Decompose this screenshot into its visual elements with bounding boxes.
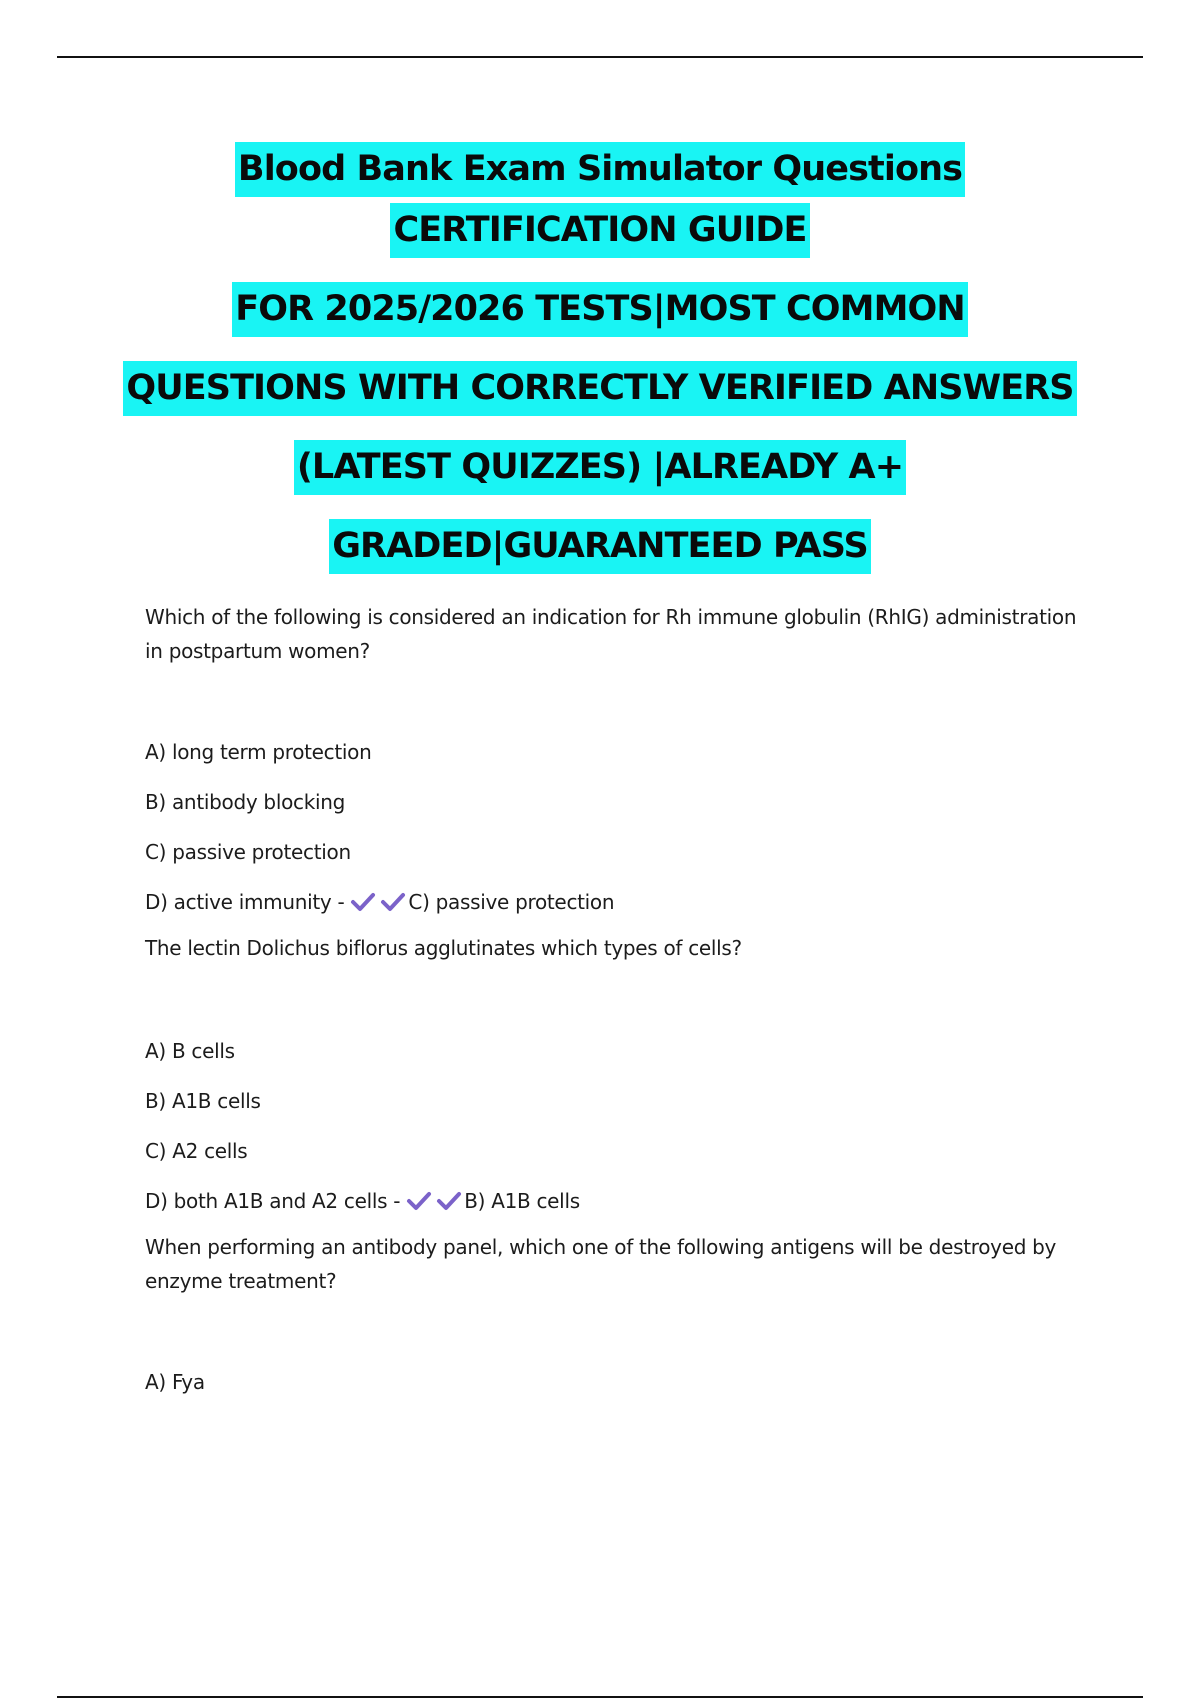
footer-rule: [57, 1696, 1143, 1698]
title-line-5: (LATEST QUIZZES) |ALREADY A+: [0, 440, 1200, 495]
question-1-option-c: C) passive protection: [145, 840, 351, 864]
document-title: [0, 142, 1200, 574]
question-1-option-a: A) long term protection: [145, 740, 372, 764]
question-1-answer: C) passive protection: [408, 890, 615, 914]
title-line-1: Blood Bank Exam Simulator Questions: [0, 142, 1200, 197]
question-1-text: Which of the following is considered an indication for Rh immune globulin (RhIG) administration in postpartum women?: [145, 605, 1077, 663]
checkmark-icon: [380, 891, 406, 913]
question-2-answer: B) A1B cells: [464, 1189, 580, 1213]
question-2-answer-line: [145, 1188, 1095, 1214]
header-rule: [57, 56, 1143, 58]
question-1-option-d: D) active immunity -: [145, 890, 345, 914]
question-1-answer-line: [145, 889, 1095, 915]
question-2-option-a: A) B cells: [145, 1039, 235, 1063]
question-2-option-b: B) A1B cells: [145, 1089, 261, 1113]
title-line-6: GRADED|GUARANTEED PASS: [0, 519, 1200, 574]
question-2-option-c: C) A2 cells: [145, 1139, 248, 1163]
question-1-option-b: B) antibody blocking: [145, 790, 346, 814]
title-line-3: FOR 2025/2026 TESTS|MOST COMMON: [0, 282, 1200, 337]
title-line-2: CERTIFICATION GUIDE: [0, 203, 1200, 258]
checkmark-icon: [350, 891, 376, 913]
checkmark-icon: [406, 1190, 432, 1212]
question-list: [145, 600, 1095, 1395]
question-3-text: When performing an antibody panel, which one of the following antigens will be destroyed by enzyme treatment?: [145, 1235, 1057, 1293]
checkmark-icon: [436, 1190, 462, 1212]
question-2-option-d: D) both A1B and A2 cells -: [145, 1189, 401, 1213]
question-2-text: The lectin Dolichus biflorus agglutinates which types of cells?: [145, 936, 742, 960]
question-3-option-a: A) Fya: [145, 1370, 205, 1394]
title-line-4: QUESTIONS WITH CORRECTLY VERIFIED ANSWERS: [0, 361, 1200, 416]
